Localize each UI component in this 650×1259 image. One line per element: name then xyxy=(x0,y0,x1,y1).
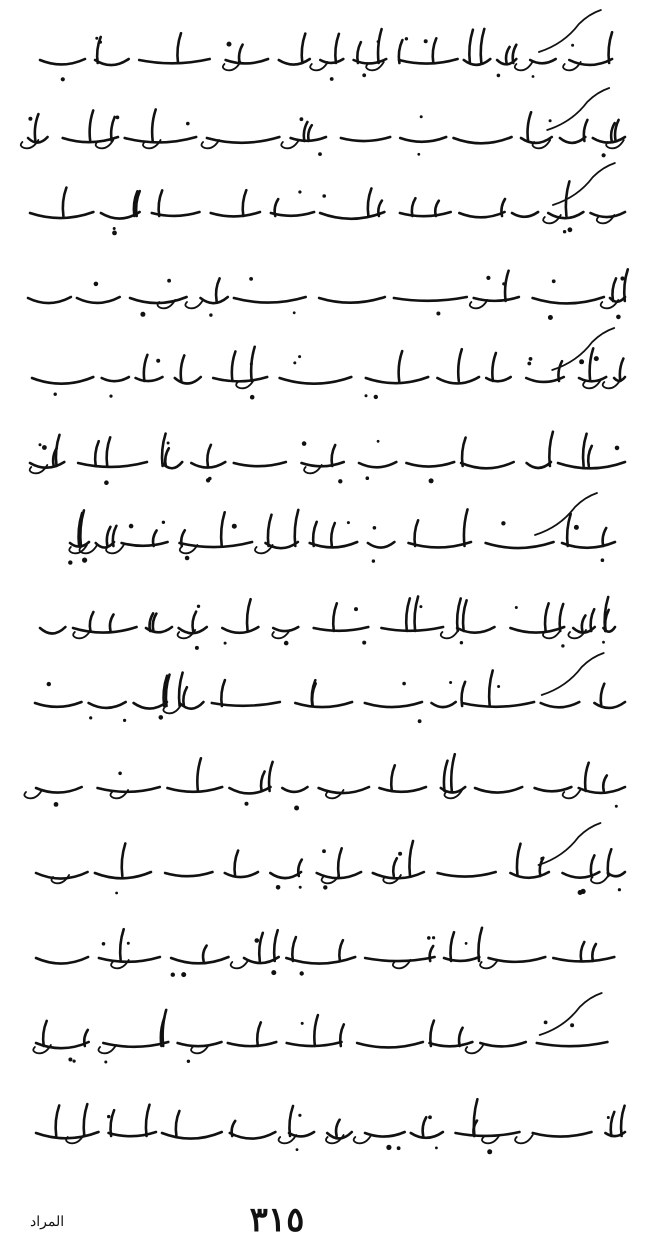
script-line xyxy=(35,653,625,723)
script-line xyxy=(24,754,625,810)
script-line xyxy=(30,163,625,235)
script-line xyxy=(30,432,625,485)
script-line xyxy=(21,88,625,157)
script-line xyxy=(28,269,628,320)
page-number: ٣١٥ xyxy=(249,1200,305,1240)
script-line xyxy=(36,928,614,977)
script-line xyxy=(68,493,615,565)
catchword: المراد xyxy=(30,1214,65,1230)
script-line xyxy=(32,328,625,400)
script-line xyxy=(36,1099,625,1154)
script-line xyxy=(36,823,625,895)
script-line xyxy=(40,597,615,650)
script-line xyxy=(33,993,607,1064)
script-line xyxy=(40,10,612,81)
